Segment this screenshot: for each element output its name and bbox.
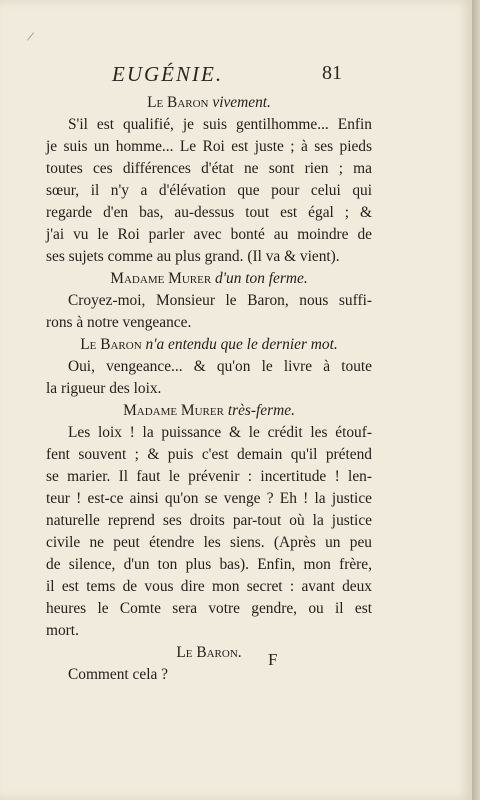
speaker-name: Madame Murer [123,402,224,419]
stage-direction: d'un ton ferme. [215,270,308,287]
text-line: se marier. Il faut le prévenir : incertitude ! len- [46,468,372,485]
page-number: 81 [322,62,342,84]
page-text [46,92,372,686]
running-title: EUGÉNIE. [112,62,224,86]
page-header [112,62,352,87]
text-line: heures le Comte sera votre gendre, ou il est [46,600,372,617]
speaker-heading [46,642,372,664]
text-line: toutes ces différences d'état ne sont rien ; ma [46,160,372,177]
text-line: ses sujets comme au plus grand. (Il va & vient). [46,248,340,265]
text-line: naturelle reprend ses droits par-tout où la justice [46,512,372,529]
text-line: il est tems de vous dire mon secret : avant deux [46,578,372,595]
speaker-heading [46,400,372,422]
text-line: mort. [46,622,79,639]
text-line: sœur, il n'y a d'élévation que pour celui qui [46,182,372,199]
text-line: la rigueur des loix. [46,380,162,397]
stage-direction: n'a entendu que le dernier mot. [145,336,338,353]
text-line: je suis un homme... Le Roi est juste ; à ses pieds [46,138,372,155]
text-line: de silence, d'un ton plus bas). Enfin, mon frère, [46,556,372,573]
speaker-name: Le Baron [80,336,142,353]
stray-mark: / [25,29,35,46]
text-line: civile ne peut étendre les siens. (Après un peu [46,534,372,551]
text-line: teur ! est-ce ainsi qu'on se venge ? Eh ! la justice [46,490,372,507]
text-line: Croyez-moi, Monsieur le Baron, nous suffi- [68,292,372,309]
speaker-heading [46,268,372,290]
text-line: regarde d'en bas, au-dessus tout est égal ; & [46,204,372,221]
speaker-name: Le Baron. [176,644,242,661]
stage-direction: vivement. [212,94,271,111]
page-edge [472,0,480,800]
speaker-name: Madame Murer [110,270,212,287]
speaker-name: Le Baron [147,94,209,111]
text-line: S'il est qualifié, je suis gentilhomme... Enfin [68,116,372,133]
text-line: j'ai vu le Roi parler avec bonté au moindre de [46,226,372,243]
text-line: fent souvent ; & puis c'est demain qu'il prétend [46,446,372,463]
speaker-heading [46,334,372,356]
text-line: Les loix ! la puissance & le crédit les étouf- [68,424,372,441]
signature-mark: F [268,650,278,669]
stage-direction: très-ferme. [227,402,295,419]
speaker-heading [46,92,372,114]
text-line: Comment cela ? [68,666,169,683]
text-line: rons à notre vengeance. [46,314,192,331]
text-line: Oui, vengeance... & qu'on le livre à toute [68,358,372,375]
